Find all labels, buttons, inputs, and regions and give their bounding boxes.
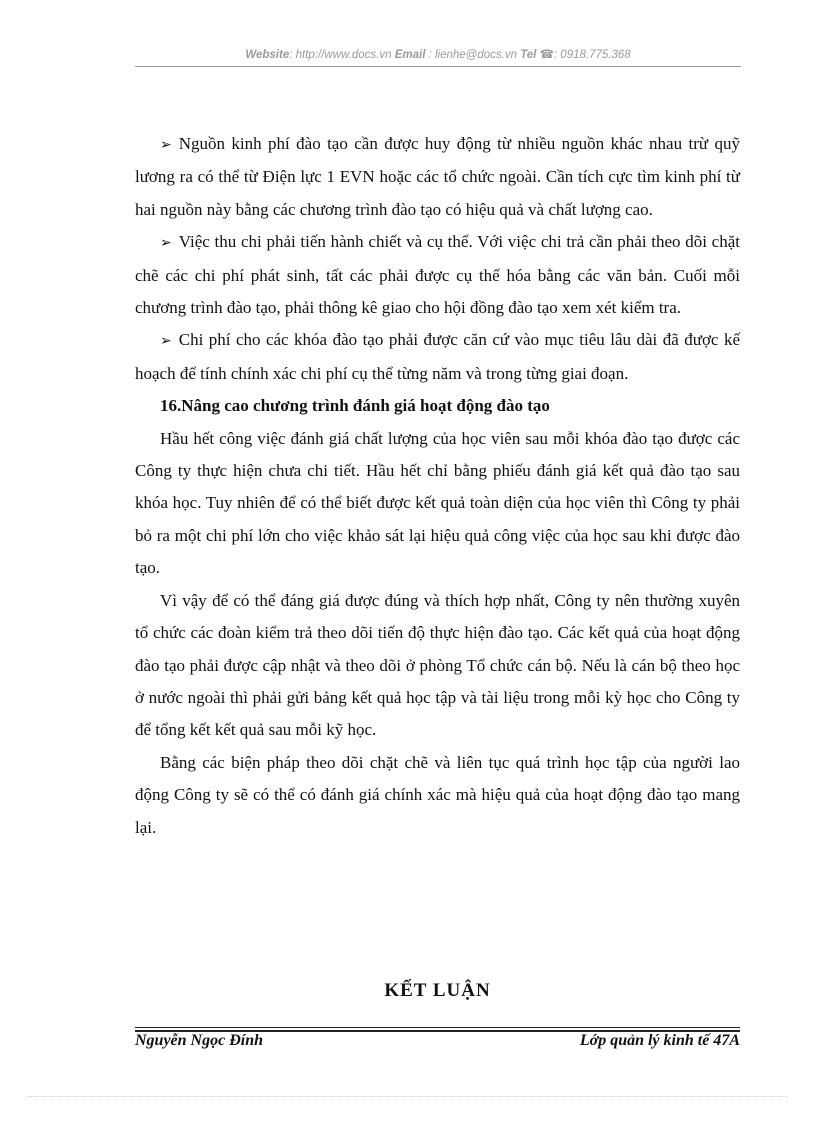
section-heading: 16.Nâng cao chương trình đánh giá hoạt động đào tạo [160, 396, 550, 416]
tel-label: Tel [520, 49, 537, 61]
paragraph: Bằng các biện pháp theo dõi chặt chẽ và liên tục quá trình học tập của người lao động Công ty sẽ có thể có đánh giá chính xác mà hiệu quả của hoạt động đào tạo mang lại. [135, 752, 740, 837]
bullet-text: Việc thu chi phải tiến hành chiết và cụ thể. Với việc chi trả cần phải theo dõi chặt chẽ các chi phí phát sinh, tất các phải được cụ thể hóa bằng các văn bản. Cuối mỗi chương trình đào tạo, phải thông kê giao cho hội đồng đào tạo xem xét kiểm tra. [135, 232, 740, 318]
paragraph: Vì vậy để có thể đáng giá được đúng và thích hợp nhất, Công ty nên thường xuyên tổ chức các đoàn kiểm trả theo dõi tiến độ thực hiện đào tạo. Các kết quả của hoạt động đào tạo phải được cập nhật và theo dõi ở phòng Tổ chức cán bộ. Nếu là cán bộ theo học ở nước ngoài thì phải gửi bảng kết quả học tập và tài liệu trong mỗi kỳ học cho Công ty để tổng kết kết quả sau mỗi kỹ học. [135, 590, 740, 740]
footer-class: Lớp quản lý kinh tế 47A [579, 1032, 740, 1049]
email-label: Email [394, 49, 426, 61]
bullet-item [135, 324, 740, 390]
tel-value: ☎: 0918.775.368 [539, 49, 631, 61]
footer-divider [135, 1027, 740, 1028]
page-bottom-border [28, 1096, 788, 1097]
arrow-bullet-icon: ➢ [160, 137, 172, 153]
document-body [135, 128, 740, 844]
arrow-bullet-icon: ➢ [160, 333, 172, 350]
page-header [135, 46, 741, 67]
arrow-bullet-icon: ➢ [160, 235, 172, 252]
bullet-text: Chi phí cho các khóa đào tạo phải được căn cứ vào mục tiêu lâu dài đã được kế hoạch để tính chính xác chi phí cụ thể từng năm và trong từng giai đoạn. [135, 330, 740, 383]
footer-author: Nguyễn Ngọc Đính [135, 1032, 264, 1049]
paragraph: Hầu hết công việc đánh giá chất lượng của học viên sau mỗi khóa đào tạo được các Công ty thực hiện chưa chi tiết. Hầu hết chỉ bằng phiếu đánh giá kết quả đào tạo sau khóa học. Tuy nhiên để có thể biết được kết quả toàn diện của học viên thì Công ty phải bỏ ra một chi phí lớn cho việc khảo sát lại hiệu quả công việc của học sau khi được đào tạo. [135, 428, 740, 578]
email-value: : lienhe@docs.vn [428, 49, 517, 61]
website-label: Website [245, 49, 290, 61]
bullet-item [135, 128, 740, 226]
page-footer [135, 1032, 740, 1056]
website-url: : http://www.docs.vn [289, 49, 392, 61]
conclusion-title: KẾT LUẬN [384, 980, 491, 1001]
bullet-text: Nguồn kinh phí đào tạo cần được huy động từ nhiều nguồn khác nhau trừ quỹ lương ra có thể từ Điện lực 1 EVN hoặc các tổ chức ngoài. Cần tích cực tìm kinh phí từ hai nguồn này bằng các chương trình đào tạo có hiệu quả và chất lượng cao. [135, 134, 740, 219]
bullet-item [135, 226, 740, 324]
